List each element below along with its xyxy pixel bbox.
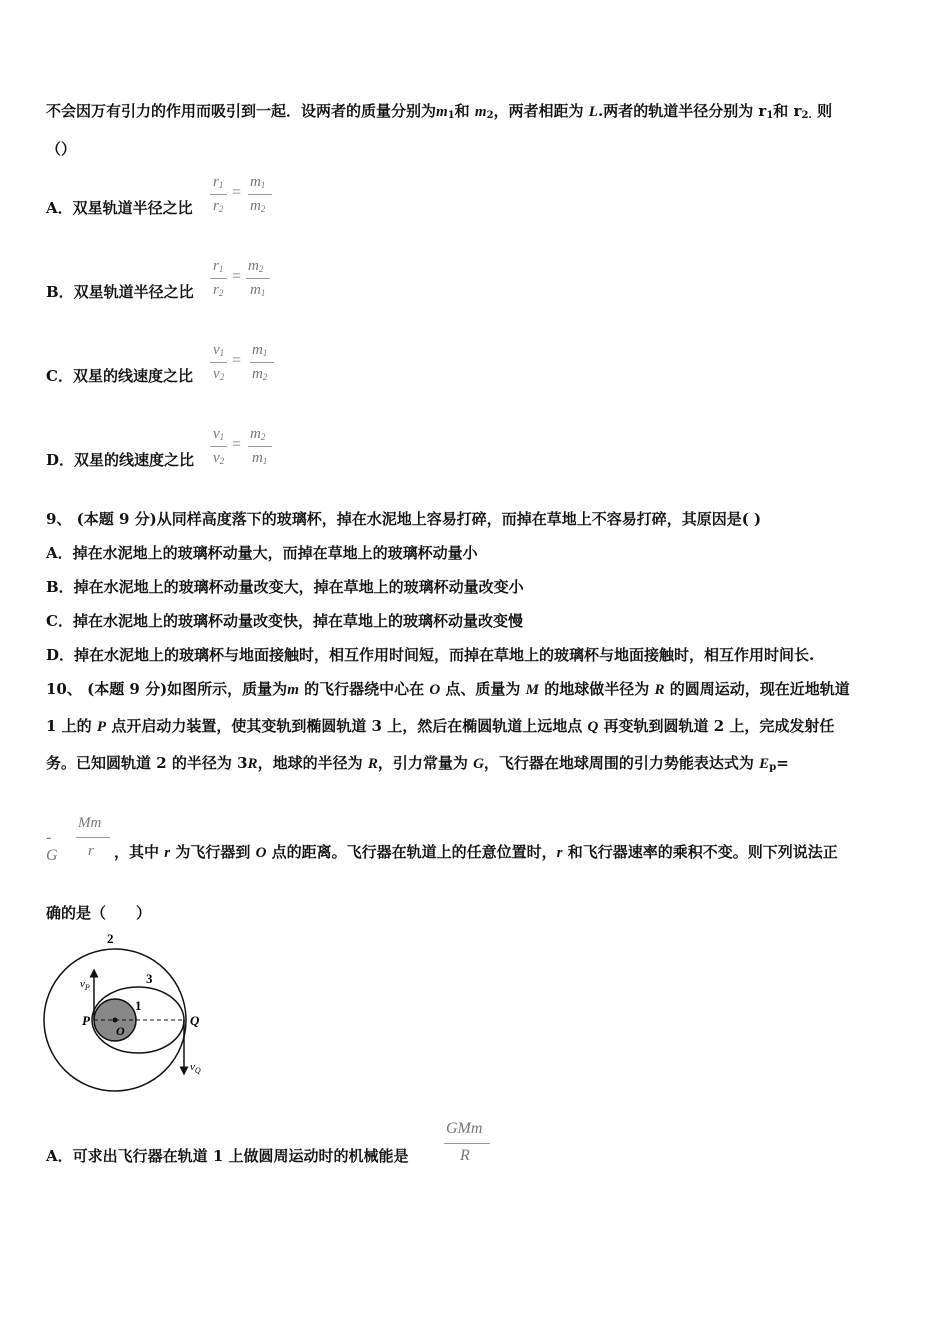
- label-Q: Q: [190, 1013, 200, 1028]
- var-r: r: [556, 845, 563, 861]
- center-dot: [113, 1018, 118, 1023]
- sym-v: v: [213, 342, 220, 358]
- text: ，引力常量为: [377, 754, 468, 772]
- sub: 2: [218, 288, 224, 298]
- var-m2: m: [474, 104, 487, 120]
- var-E: E: [759, 756, 770, 772]
- fraction-bar: [210, 194, 227, 195]
- sub-r1: 1: [766, 110, 774, 121]
- text: 1 上的: [46, 717, 92, 735]
- sym-v: v: [213, 366, 220, 382]
- numerator-GMm: GMm: [446, 1120, 483, 1137]
- sub: 1: [260, 180, 266, 190]
- fraction-bar: [210, 446, 227, 447]
- equals: =: [232, 184, 242, 201]
- text: 务。已知圆轨道 2 的半径为 3: [46, 754, 248, 772]
- text: 点、质量为: [445, 680, 521, 698]
- sub: 2: [218, 204, 224, 214]
- label-vp: [80, 978, 90, 992]
- label-P: P: [82, 1013, 90, 1028]
- fraction-bar: [444, 1143, 490, 1144]
- text-and: 和: [454, 102, 470, 120]
- fraction-bar: [250, 362, 274, 363]
- var-O: O: [255, 845, 267, 861]
- sub: 1: [260, 288, 266, 298]
- sub: 2: [219, 456, 225, 466]
- q9-option-b: B．掉在水泥地上的玻璃杯动量改变大，掉在草地上的玻璃杯动量改变小: [46, 578, 524, 596]
- intro-text-b: ，两者相距为: [493, 102, 584, 120]
- sub: 1: [218, 180, 224, 190]
- sym-m: m: [250, 426, 261, 442]
- denominator-R: R: [460, 1147, 470, 1164]
- text: ，其中: [114, 843, 160, 861]
- q10-line-4: [114, 842, 838, 863]
- sym-m: m: [252, 450, 263, 466]
- text: 10、 (本题 9 分)如图所示，质量为: [46, 680, 288, 698]
- sym-m: m: [252, 342, 263, 358]
- sym-v: v: [213, 426, 220, 442]
- sub: 1: [219, 432, 225, 442]
- fraction-bar: [248, 446, 272, 447]
- q10-option-a-label: A．可求出飞行器在轨道 1 上做圆周运动时的机械能是: [46, 1147, 409, 1165]
- sym-r: r: [213, 198, 219, 214]
- equals: =: [232, 352, 242, 369]
- var-R: R: [367, 756, 378, 772]
- q9-option-d: D．掉在水泥地上的玻璃杯与地面接触时，相互作用时间短，而掉在草地上的玻璃杯与地面接触时，相互作用时间长.: [46, 646, 815, 664]
- sub: 1: [219, 348, 225, 358]
- text: 再变轨到圆轨道 2 上，完成发射任: [603, 717, 835, 735]
- sym-m: m: [252, 366, 263, 382]
- text: =: [776, 754, 789, 772]
- var-m1: m: [436, 104, 448, 120]
- var-m: m: [287, 682, 299, 698]
- text: 的圆周运动，现在近地轨道: [669, 680, 850, 698]
- var-L: L: [588, 104, 598, 120]
- sub-2: 2: [486, 110, 494, 121]
- label-orbit-3: 3: [146, 971, 153, 986]
- q9-option-c: C．掉在水泥地上的玻璃杯动量改变快，掉在草地上的玻璃杯动量改变慢: [46, 612, 523, 630]
- fraction-bar: [248, 194, 272, 195]
- sym-m: m: [250, 198, 261, 214]
- numerator-Mm: Mm: [78, 815, 102, 831]
- fraction-bar: [76, 837, 110, 838]
- text: 的飞行器绕中心在: [304, 680, 425, 698]
- var-G: G: [473, 756, 484, 772]
- sub: 2: [219, 372, 225, 382]
- fraction-bar: [210, 278, 227, 279]
- intro-line-2: （）: [46, 140, 77, 158]
- intro-text-a: 不会因万有引力的作用而吸引到一起．设两者的质量分别为: [46, 102, 437, 120]
- q10-line-1: [46, 679, 850, 700]
- text: ，地球的半径为: [257, 754, 363, 772]
- sym-r: r: [213, 174, 219, 190]
- text-and-r: 和 r: [773, 102, 802, 120]
- sub: 1: [262, 456, 268, 466]
- vq-sub: Q: [194, 1066, 201, 1075]
- label-orbit-1: 1: [135, 998, 142, 1013]
- text: 和飞行器速率的乘积不变。则下列说法正: [567, 843, 838, 861]
- q9-option-a: A．掉在水泥地上的玻璃杯动量大，而掉在草地上的玻璃杯动量小: [46, 544, 478, 562]
- neg-G: - G: [46, 829, 58, 864]
- equals: =: [232, 436, 242, 453]
- q10-line-3: [46, 753, 789, 778]
- var-P: P: [96, 719, 107, 735]
- text: 为飞行器到: [175, 843, 251, 861]
- sub: 2: [258, 264, 264, 274]
- sub: 1: [262, 348, 268, 358]
- text: ，飞行器在地球周围的引力势能表达式为: [483, 754, 754, 772]
- q8-option-d-label: D．双星的线速度之比: [46, 451, 195, 469]
- label-O: O: [116, 1024, 125, 1038]
- sym-r: r: [213, 258, 219, 274]
- text: 的地球做半径为: [544, 680, 650, 698]
- denominator-r: r: [88, 843, 94, 859]
- label-orbit-2: 2: [107, 931, 114, 946]
- text: 点的距离。飞行器在轨道上的任意位置时，: [271, 843, 557, 861]
- sym-m: m: [248, 258, 259, 274]
- fraction-bar: [246, 278, 270, 279]
- text-then: 则: [811, 102, 833, 120]
- sub: 2: [260, 432, 266, 442]
- label-vq: [190, 1061, 201, 1075]
- var-O: O: [429, 682, 441, 698]
- equals: =: [232, 268, 242, 285]
- sub-1: 1: [447, 110, 455, 121]
- sym-v: v: [213, 450, 220, 466]
- q10-line-5: 确的是（ ）: [46, 904, 152, 922]
- sub: 2: [262, 372, 268, 382]
- vp-sub: P: [84, 983, 90, 992]
- var-R: R: [247, 756, 258, 772]
- sub-p: p: [769, 762, 777, 773]
- sub-r2: 2.: [801, 110, 812, 121]
- sub: 2: [260, 204, 266, 214]
- intro-text-c: .两者的轨道半径分别为 r: [597, 102, 767, 120]
- orbit-diagram: [40, 925, 220, 1095]
- var-r: r: [164, 845, 171, 861]
- q9-stem: 9、 (本题 9 分)从同样高度落下的玻璃杯，掉在水泥地上容易打碎，而掉在草地上不容易打碎，其原因是( ): [46, 510, 762, 528]
- text: 点开启动力装置，使其变轨到椭圆轨道 3 上，然后在椭圆轨道上远地点: [111, 717, 583, 735]
- intro-line-1: [46, 101, 832, 126]
- q8-option-a-label: A．双星轨道半径之比: [46, 199, 193, 217]
- sym-m: m: [250, 174, 261, 190]
- var-Q: Q: [587, 719, 599, 735]
- vq-text: v: [190, 1061, 195, 1073]
- q8-option-c-label: C．双星的线速度之比: [46, 367, 193, 385]
- q8-option-b-label: B．双星轨道半径之比: [46, 283, 194, 301]
- fraction-bar: [210, 362, 227, 363]
- vp-text: v: [80, 978, 85, 990]
- var-M: M: [525, 682, 540, 698]
- sub: 1: [218, 264, 224, 274]
- sym-r: r: [213, 282, 219, 298]
- q10-line-2: [46, 716, 834, 737]
- var-R: R: [654, 682, 665, 698]
- sym-m: m: [250, 282, 261, 298]
